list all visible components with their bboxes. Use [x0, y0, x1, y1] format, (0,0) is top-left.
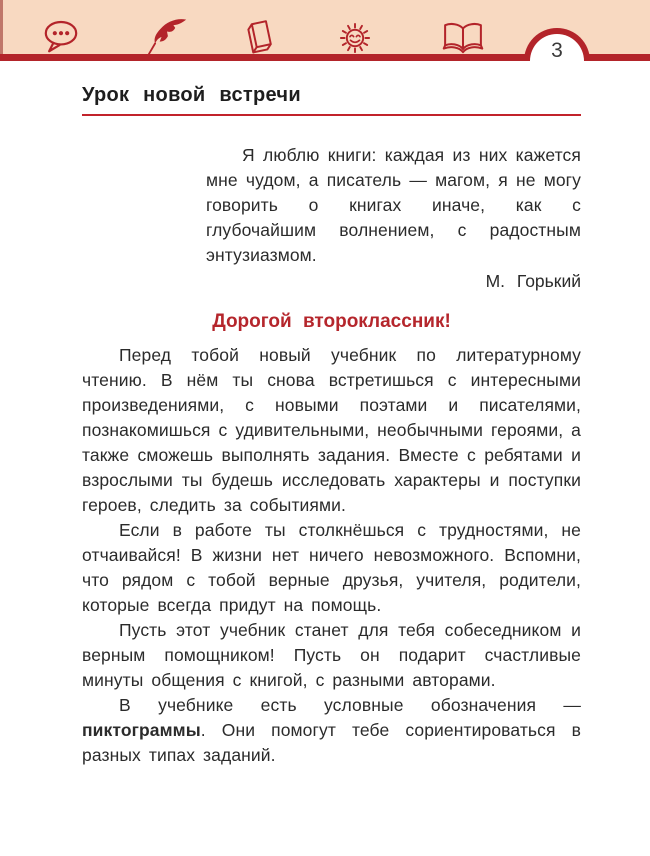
page-title: Урок новой встречи [82, 84, 301, 106]
open-book-icon [441, 20, 485, 56]
speech-bubble-icon [42, 19, 80, 55]
body-text [82, 343, 581, 768]
paragraph-1 [82, 343, 581, 518]
epigraph [206, 143, 581, 294]
epigraph-author: М. Горький [485, 271, 581, 291]
greeting-heading: Дорогой второклассник! [212, 311, 451, 332]
paragraph-4-text-end: . Они помогут тебе сориентироваться в разных типах заданий. [82, 720, 581, 765]
paragraph-4 [82, 693, 581, 768]
page-number-badge [524, 28, 590, 61]
paragraph-4-bold-term: пиктограммы [82, 720, 201, 740]
paragraph-4-text: В учебнике есть условные обозначения — [119, 695, 581, 715]
paragraph-2-text: Если в работе ты столкнёшься с трудностями, не отчаивайся! В жизни нет ничего невозможного. Вспомни, что рядом с тобой верные друзья, учителя, родители, которые всегда придут на помощь. [82, 520, 581, 615]
page-content [0, 84, 650, 768]
paragraph-3 [82, 618, 581, 693]
paragraph-3-text: Пусть этот учебник станет для тебя собеседником и верным помощником! Пусть он подарит счастливые минуты общения с книгой, с разными авторами. [82, 620, 581, 690]
page-edge-shadow [0, 0, 3, 61]
quill-icon [146, 17, 188, 57]
paragraph-1-text: Перед тобой новый учебник по литературному чтению. В нём ты снова встретишься с интересными произведениями, с новыми поэтами и писателями, познакомишься с удивительными, необычными героями, а также сможешь выполнять задания. Вместе с ребятами и взрослыми ты будешь исследовать характеры и поступки героев, следить за событиями. [82, 345, 581, 515]
paragraph-2 [82, 518, 581, 618]
page-number: 3 [551, 39, 563, 62]
page-header [0, 0, 650, 61]
sun-icon [335, 18, 375, 58]
title-underline [82, 114, 581, 116]
epigraph-text: Я люблю книги: каждая из них кажется мне чудом, а писатель — магом, я не могу говорить о книгах иначе, как с глубочайшим волнением, с радостным энтузиазмом. [206, 145, 581, 265]
closed-book-icon [243, 18, 279, 56]
